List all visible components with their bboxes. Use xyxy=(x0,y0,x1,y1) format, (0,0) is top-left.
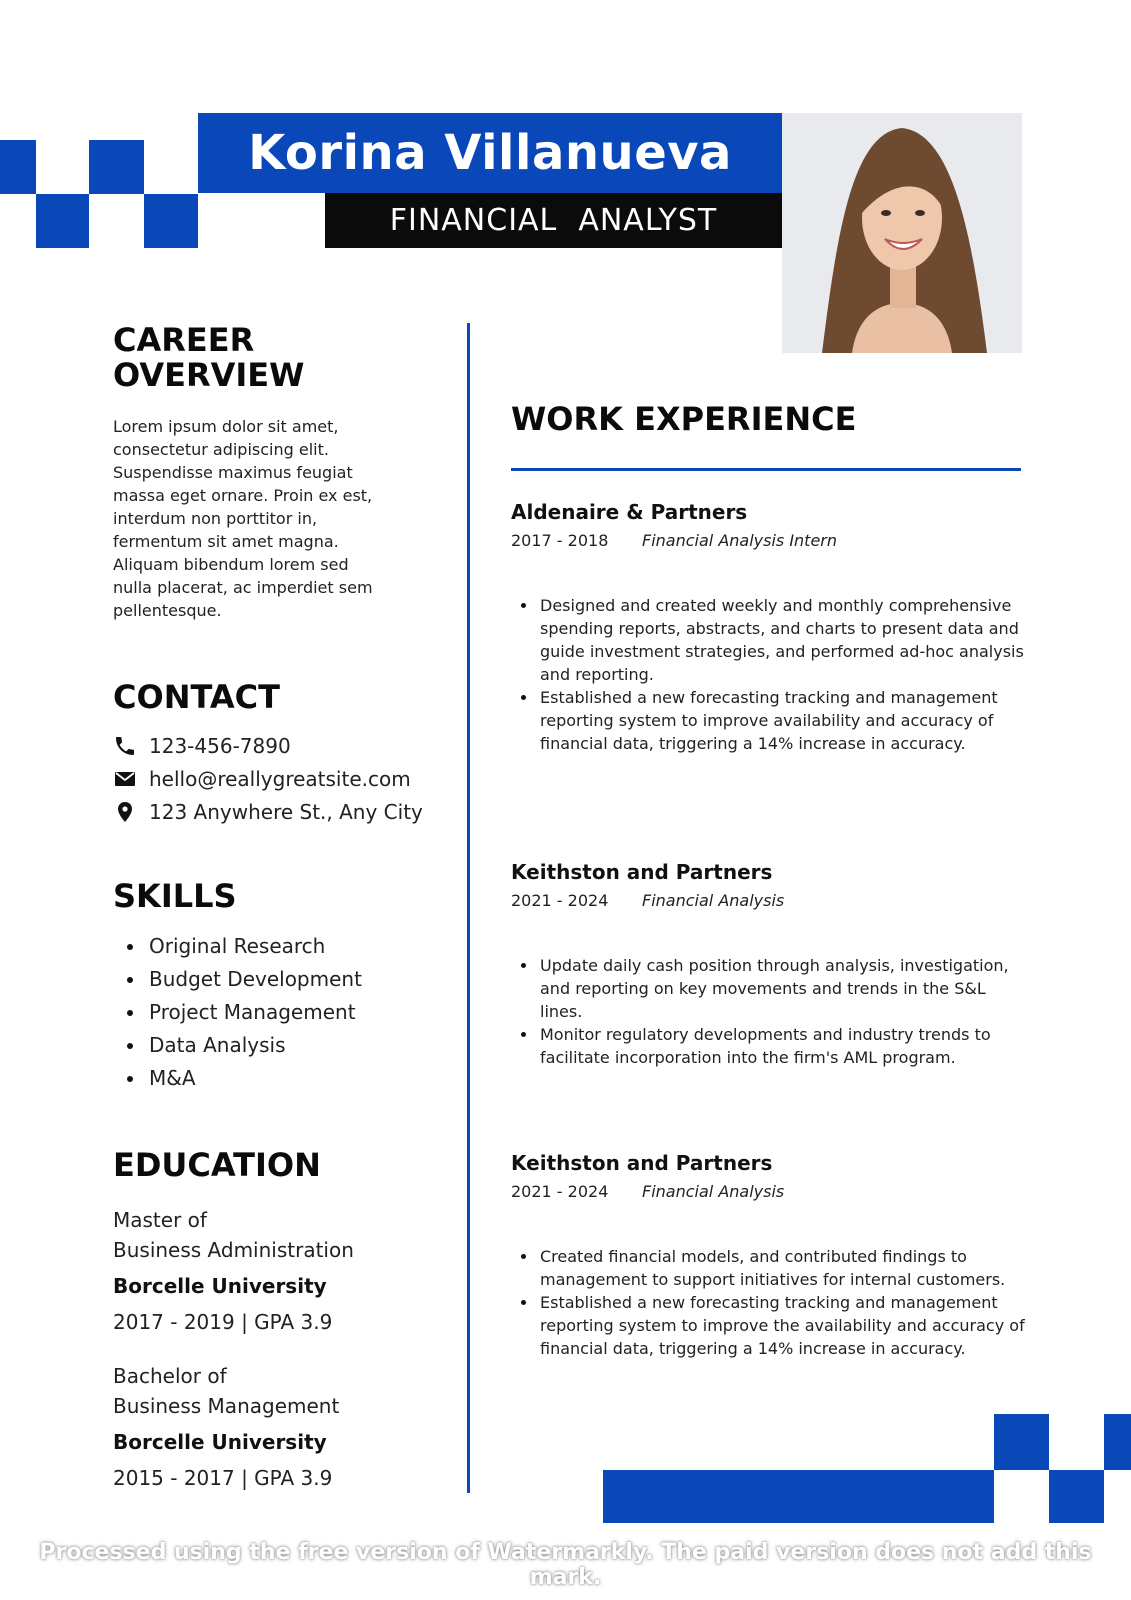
work-heading-rule xyxy=(511,468,1021,471)
education-university: Borcelle University xyxy=(113,1274,327,1298)
education-degree xyxy=(113,1361,443,1421)
career-overview-heading xyxy=(113,323,373,393)
skill-item: M&A xyxy=(113,1062,433,1095)
job-meta xyxy=(511,1182,1026,1201)
decor-block xyxy=(36,194,89,248)
job-bullet: Update daily cash position through analysis, investigation, and reporting on key movements and trends in the S&L lines. xyxy=(511,954,1026,1023)
job-bullets xyxy=(511,1245,1026,1360)
contact-email-row xyxy=(113,762,453,795)
skill-item: Project Management xyxy=(113,996,433,1029)
job-bullet: Monitor regulatory developments and industry trends to facilitate incorporation into the firm's AML program. xyxy=(511,1023,1026,1069)
decor-block xyxy=(144,194,198,248)
contact-address-row xyxy=(113,795,453,828)
job-bullet: Created financial models, and contributed findings to management to support initiatives for internal customers. xyxy=(511,1245,1026,1291)
job-bullets xyxy=(511,594,1026,755)
contact-phone-row xyxy=(113,729,453,762)
column-divider xyxy=(467,323,470,1493)
education-entry xyxy=(113,1361,443,1493)
phone-icon xyxy=(113,734,137,758)
job-company: Aldenaire & Partners xyxy=(511,500,748,524)
decor-block xyxy=(0,140,36,194)
education-degree-line2: Business Management xyxy=(113,1394,340,1418)
decor-block xyxy=(1104,1414,1131,1470)
candidate-name: Korina Villanueva xyxy=(248,125,732,181)
candidate-role: FINANCIAL ANALYST xyxy=(389,203,718,238)
education-degree xyxy=(113,1205,443,1265)
job-entry xyxy=(511,859,1026,1069)
job-years: 2021 - 2024 xyxy=(511,891,609,910)
decor-block xyxy=(89,140,144,194)
education-meta: 2017 - 2019 | GPA 3.9 xyxy=(113,1310,333,1334)
career-overview-heading-line1: CAREER xyxy=(113,321,255,359)
contact-section xyxy=(113,680,453,828)
job-entry xyxy=(511,499,1026,755)
job-years: 2017 - 2018 xyxy=(511,531,609,550)
job-meta xyxy=(511,531,1026,550)
job-title: Financial Analysis xyxy=(642,891,785,910)
skills-section xyxy=(113,879,433,1095)
work-experience-heading: WORK EXPERIENCE xyxy=(511,400,857,438)
contact-phone: 123-456-7890 xyxy=(149,733,291,758)
education-degree-line2: Business Administration xyxy=(113,1238,354,1262)
education-degree-line1: Master of xyxy=(113,1208,207,1232)
job-bullets xyxy=(511,954,1026,1069)
job-meta xyxy=(511,891,1026,910)
education-entry xyxy=(113,1205,443,1337)
skill-item: Original Research xyxy=(113,930,433,963)
name-banner xyxy=(198,113,782,193)
mail-icon xyxy=(113,767,137,791)
portrait-illustration xyxy=(782,113,1022,353)
work-experience-heading-wrap xyxy=(511,400,856,438)
skill-item: Data Analysis xyxy=(113,1029,433,1062)
profile-photo xyxy=(782,113,1022,353)
skills-list xyxy=(113,930,433,1095)
education-degree-line1: Bachelor of xyxy=(113,1364,227,1388)
education-heading: EDUCATION xyxy=(113,1146,321,1184)
job-bullet: Established a new forecasting tracking and management reporting system to improve the availability and accuracy of financial data, triggering a 14% increase in accuracy. xyxy=(511,1291,1026,1360)
skills-heading: SKILLS xyxy=(113,877,237,915)
job-bullet: Designed and created weekly and monthly comprehensive spending reports, abstracts, and charts to present data and guide investment strategies, and performed ad-hoc analysis and reporting. xyxy=(511,594,1026,686)
career-overview-heading-line2: OVERVIEW xyxy=(113,356,305,394)
job-title: Financial Analysis xyxy=(642,1182,785,1201)
skill-item: Budget Development xyxy=(113,963,433,996)
role-banner xyxy=(325,193,782,248)
job-entry xyxy=(511,1150,1026,1360)
job-company: Keithston and Partners xyxy=(511,860,773,884)
location-pin-icon xyxy=(113,800,137,824)
job-title: Financial Analysis Intern xyxy=(642,531,838,550)
education-meta: 2015 - 2017 | GPA 3.9 xyxy=(113,1466,333,1490)
job-years: 2021 - 2024 xyxy=(511,1182,609,1201)
contact-email: hello@reallygreatsite.com xyxy=(149,766,411,791)
decor-block xyxy=(994,1414,1049,1470)
contact-address: 123 Anywhere St., Any City xyxy=(149,799,423,824)
contact-heading: CONTACT xyxy=(113,678,280,716)
job-company: Keithston and Partners xyxy=(511,1151,773,1175)
decor-block xyxy=(603,1470,994,1523)
education-university: Borcelle University xyxy=(113,1430,327,1454)
decor-block xyxy=(1049,1470,1104,1523)
career-overview-section xyxy=(113,323,373,622)
footer-watermark: Processed using the free version of Watermarkly. The paid version does not add this mark. xyxy=(39,1540,1092,1590)
career-overview-text: Lorem ipsum dolor sit amet, consectetur adipiscing elit. Suspendisse maximus feugiat massa eget ornare. Proin ex est, interdum non porttitor in, fermentum sit amet magna. Aliquam bibendum lorem sed nulla placerat, ac imperdiet sem pellentesque. xyxy=(113,417,373,620)
education-section xyxy=(113,1148,443,1493)
job-bullet: Established a new forecasting tracking and management reporting system to improve availability and accuracy of financial data, triggering a 14% increase in accuracy. xyxy=(511,686,1026,755)
